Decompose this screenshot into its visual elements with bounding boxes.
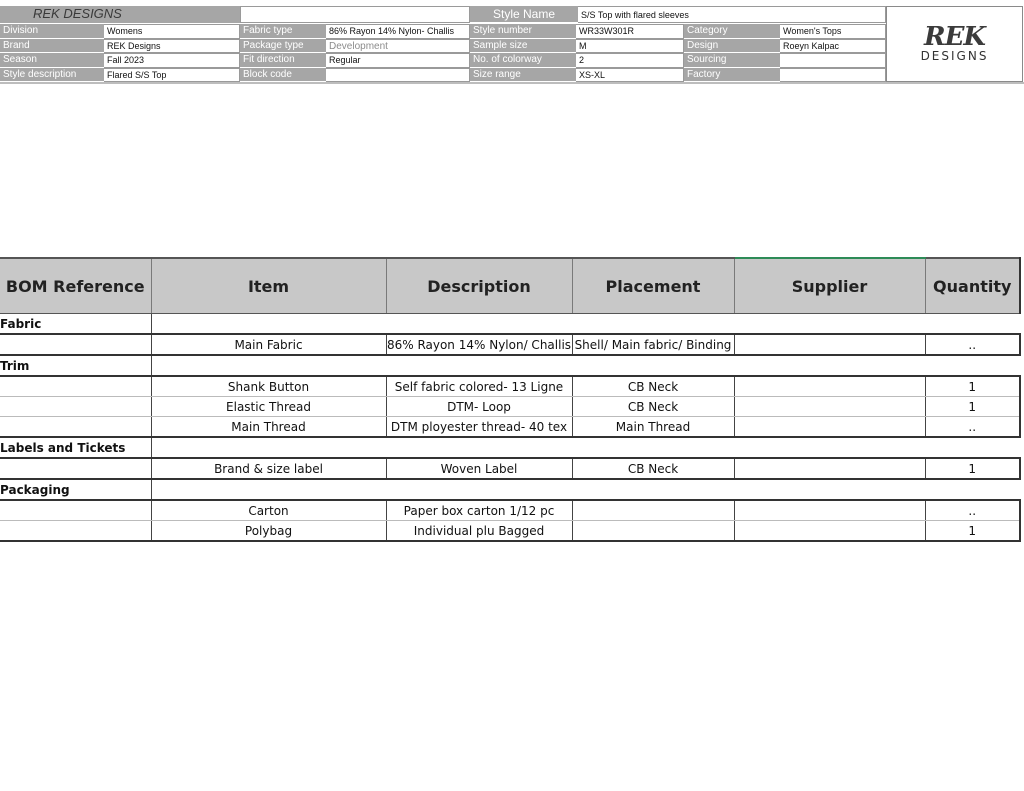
bom-item-row	[0, 500, 1020, 521]
placement-cell: Shell/ Main fabric/ Binding	[572, 334, 734, 355]
size-range-label: Size range	[470, 68, 576, 82]
description-cell: 86% Rayon 14% Nylon/ Challis	[386, 334, 572, 355]
column-header-item: Item	[151, 258, 386, 314]
section-title: Labels and Tickets	[0, 437, 151, 458]
style-number-value: WR33W301R	[576, 24, 684, 39]
item-cell: Elastic Thread	[151, 397, 386, 417]
bom-reference-cell	[0, 521, 151, 542]
design-label: Design	[684, 39, 780, 53]
bom-table-body	[0, 314, 1020, 542]
colorway-count-value: 2	[576, 53, 684, 68]
section-fill	[151, 479, 1020, 500]
bom-item-row	[0, 376, 1020, 397]
brand-value: REK Designs	[104, 39, 240, 53]
placement-cell: CB Neck	[572, 397, 734, 417]
brand-logo	[886, 6, 1023, 82]
quantity-cell: 1	[925, 458, 1020, 479]
bom-reference-cell	[0, 397, 151, 417]
supplier-cell	[734, 376, 925, 397]
section-title: Packaging	[0, 479, 151, 500]
description-cell: Self fabric colored- 13 Ligne	[386, 376, 572, 397]
sample-size-label: Sample size	[470, 39, 576, 53]
supplier-cell	[734, 417, 925, 438]
division-label: Division	[0, 24, 104, 39]
supplier-cell	[734, 500, 925, 521]
placement-cell: CB Neck	[572, 376, 734, 397]
column-header-supplier: Supplier	[734, 258, 925, 314]
style-name-value: S/S Top with flared sleeves	[578, 6, 886, 23]
style-number-label: Style number	[470, 24, 576, 39]
factory-value	[780, 68, 886, 82]
section-fill	[151, 314, 1020, 335]
bom-item-row	[0, 458, 1020, 479]
fabric-type-value: 86% Rayon 14% Nylon- Challis	[326, 24, 470, 39]
section-fill	[151, 355, 1020, 376]
category-label: Category	[684, 24, 780, 39]
placement-cell: CB Neck	[572, 458, 734, 479]
item-cell: Main Thread	[151, 417, 386, 438]
package-type-value: Development	[326, 39, 470, 53]
company-title: REK DESIGNS	[0, 6, 240, 23]
quantity-cell: 1	[925, 397, 1020, 417]
item-cell: Main Fabric	[151, 334, 386, 355]
item-cell: Brand & size label	[151, 458, 386, 479]
style-description-label: Style description	[0, 68, 104, 82]
column-header-placement: Placement	[572, 258, 734, 314]
style-description-value: Flared S/S Top	[104, 68, 240, 82]
colorway-count-label: No. of colorway	[470, 53, 576, 68]
description-cell: Individual plu Bagged	[386, 521, 572, 542]
bom-item-row	[0, 334, 1020, 355]
quantity-cell: ..	[925, 334, 1020, 355]
fit-direction-label: Fit direction	[240, 53, 326, 68]
header-blank-cell	[240, 6, 470, 23]
season-value: Fall 2023	[104, 53, 240, 68]
factory-label: Factory	[684, 68, 780, 82]
size-range-value: XS-XL	[576, 68, 684, 82]
section-fill	[151, 437, 1020, 458]
bom-item-row	[0, 417, 1020, 438]
quantity-cell: ..	[925, 417, 1020, 438]
placement-cell	[572, 500, 734, 521]
bom-reference-cell	[0, 500, 151, 521]
quantity-cell: 1	[925, 376, 1020, 397]
supplier-cell	[734, 334, 925, 355]
supplier-cell	[734, 521, 925, 542]
description-cell: DTM ployester thread- 40 tex	[386, 417, 572, 438]
supplier-cell	[734, 397, 925, 417]
design-value: Roeyn Kalpac	[780, 39, 886, 53]
bom-table	[0, 257, 1021, 542]
block-code-value	[326, 68, 470, 82]
style-name-label: Style Name	[470, 6, 578, 23]
logo-wordmark: DESIGNS	[920, 49, 989, 63]
placement-cell	[572, 521, 734, 542]
category-value: Women's Tops	[780, 24, 886, 39]
column-header-description: Description	[386, 258, 572, 314]
logo-mark: REK	[923, 22, 986, 52]
bom-header-row	[0, 258, 1020, 314]
season-label: Season	[0, 53, 104, 68]
description-cell: DTM- Loop	[386, 397, 572, 417]
bom-section-row	[0, 355, 1020, 376]
supplier-cell	[734, 458, 925, 479]
bom-reference-cell	[0, 417, 151, 438]
brand-label: Brand	[0, 39, 104, 53]
division-value: Womens	[104, 24, 240, 39]
item-cell: Carton	[151, 500, 386, 521]
column-header-bom-reference: BOM Reference	[0, 258, 151, 314]
bom-item-row	[0, 521, 1020, 542]
style-header	[0, 6, 1024, 83]
item-cell: Shank Button	[151, 376, 386, 397]
section-title: Trim	[0, 355, 151, 376]
quantity-cell: ..	[925, 500, 1020, 521]
bom-section-row	[0, 437, 1020, 458]
bom-reference-cell	[0, 376, 151, 397]
sourcing-value	[780, 53, 886, 68]
description-cell: Woven Label	[386, 458, 572, 479]
placement-cell: Main Thread	[572, 417, 734, 438]
item-cell: Polybag	[151, 521, 386, 542]
package-type-label: Package type	[240, 39, 326, 53]
quantity-cell: 1	[925, 521, 1020, 542]
section-title: Fabric	[0, 314, 151, 335]
fit-direction-value: Regular	[326, 53, 470, 68]
sourcing-label: Sourcing	[684, 53, 780, 68]
block-code-label: Block code	[240, 68, 326, 82]
fabric-type-label: Fabric type	[240, 24, 326, 39]
bom-section-row	[0, 479, 1020, 500]
bom-section-row	[0, 314, 1020, 335]
description-cell: Paper box carton 1/12 pc	[386, 500, 572, 521]
column-header-quantity: Quantity	[925, 258, 1020, 314]
sample-size-value: M	[576, 39, 684, 53]
bom-item-row	[0, 397, 1020, 417]
bom-reference-cell	[0, 458, 151, 479]
bom-reference-cell	[0, 334, 151, 355]
header-divider	[0, 82, 1024, 84]
